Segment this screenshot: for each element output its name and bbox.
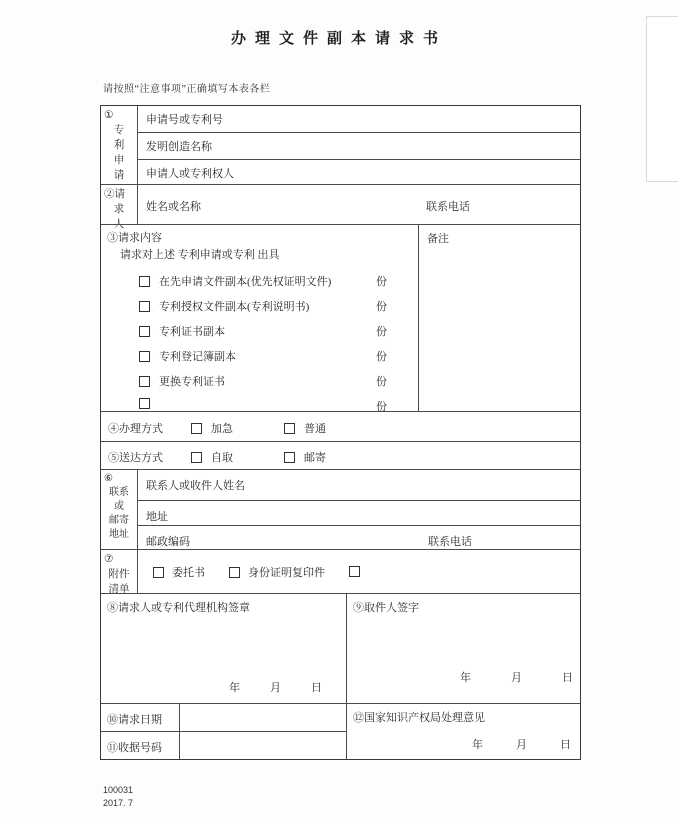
invention-title-label: 发明创造名称 — [146, 141, 212, 153]
section-patent-application — [101, 106, 580, 184]
option-power-of-attorney: 委托书 — [153, 564, 205, 580]
doc-option-certificate-copy: 专利证书副本 份 — [101, 323, 418, 348]
copies-count-field[interactable]: 份 — [376, 401, 387, 413]
contact-name-field[interactable] — [138, 470, 580, 500]
section-handling-method — [101, 411, 580, 441]
checkbox-other[interactable] — [139, 398, 150, 409]
copies-count-field[interactable]: 份 — [376, 301, 387, 313]
copies-count-field[interactable]: 份 — [376, 326, 387, 338]
requester-signature-cell[interactable] — [101, 594, 346, 703]
handling-method-label: ④办理方式 — [108, 423, 163, 435]
checkbox-replace-certificate[interactable] — [139, 376, 150, 387]
request-content-subheading: 请求对上述 专利申请或专利 出具 — [120, 249, 280, 261]
request-date-label: ⑩请求日期 — [107, 714, 162, 726]
requester-name-label: 姓名或名称 — [146, 201, 201, 213]
request-content-heading: ③请求内容 — [107, 232, 162, 244]
checkbox-self-pickup[interactable] — [191, 452, 202, 463]
doc-option-grant-copy: 专利授权文件副本(专利说明书) 份 — [101, 298, 418, 323]
fill-instruction-note: 请按照“注意事项”正确填写本表各栏 — [103, 84, 271, 95]
checkbox-mail[interactable] — [284, 452, 295, 463]
option-urgent: 加急 — [191, 420, 233, 436]
application-number-label: 申请号或专利号 — [146, 114, 223, 126]
checkbox-priority-copy[interactable] — [139, 276, 150, 287]
request-date-value-cell[interactable] — [179, 704, 346, 731]
checkbox-id-copy[interactable] — [229, 567, 240, 578]
recipient-signature-cell[interactable] — [346, 594, 580, 703]
option-self-pickup: 自取 — [191, 449, 233, 465]
form-code: 100031 — [103, 785, 134, 795]
application-number-field[interactable] — [138, 106, 580, 132]
pickup-date: 年 月 日 — [460, 672, 573, 684]
section6-label: ⑥ 联系 或 邮寄 地址 — [101, 470, 138, 549]
requester-phone-label: 联系电话 — [426, 201, 470, 213]
checkbox-urgent[interactable] — [191, 423, 202, 434]
checkbox-normal[interactable] — [284, 423, 295, 434]
office-opinion-date: 年 月 日 — [472, 739, 571, 751]
section-request-content — [101, 224, 580, 411]
invention-title-field[interactable] — [138, 132, 580, 159]
delivery-method-label: ⑤送达方式 — [108, 452, 163, 464]
receipt-number-row — [101, 731, 346, 759]
section-attachment-list — [101, 549, 580, 593]
address-label: 地址 — [146, 511, 168, 523]
option-attachment-other — [349, 566, 368, 578]
copies-count-field[interactable]: 份 — [376, 351, 387, 363]
doc-option-priority-copy: 在先申请文件副本(优先权证明文件) 份 — [101, 273, 418, 298]
copy-request-form-table — [100, 105, 581, 760]
recipient-signature-label: ⑨取件人签字 — [353, 602, 419, 614]
office-opinion-cell[interactable] — [346, 704, 580, 759]
address-field[interactable] — [138, 500, 580, 525]
copies-count-field[interactable]: 份 — [376, 276, 387, 288]
applicant-field[interactable] — [138, 159, 580, 186]
requester-fields[interactable] — [138, 185, 580, 224]
section-delivery-method — [101, 441, 580, 469]
request-date-row — [101, 704, 346, 731]
applicant-label: 申请人或专利权人 — [146, 168, 234, 180]
remarks-label: 备注 — [427, 233, 449, 245]
section2-label: ②请 求 人 — [101, 185, 138, 224]
contact-phone-label: 联系电话 — [428, 536, 472, 548]
doc-option-register-copy: 专利登记簿副本 份 — [101, 348, 418, 373]
option-normal: 普通 — [284, 420, 326, 436]
section-contact-address — [101, 469, 580, 549]
office-opinion-label: ⑫国家知识产权局处理意见 — [353, 712, 485, 724]
form-code-footer — [103, 784, 133, 810]
doc-option-replace-certificate: 更换专利证书 份 — [101, 373, 418, 398]
remarks-cell[interactable] — [418, 225, 580, 411]
checkbox-certificate-copy[interactable] — [139, 326, 150, 337]
option-id-copy: 身份证明复印件 — [229, 564, 325, 580]
copies-count-field[interactable]: 份 — [376, 376, 387, 388]
checkbox-attachment-other[interactable] — [349, 566, 360, 577]
section-requester — [101, 184, 580, 230]
checkbox-grant-copy[interactable] — [139, 301, 150, 312]
receipt-number-label: ⑪收据号码 — [107, 742, 162, 754]
signature-date: 年 月 日 — [229, 682, 322, 694]
receipt-number-value-cell[interactable] — [179, 732, 346, 759]
section-signatures — [101, 593, 580, 703]
zip-phone-field[interactable] — [138, 525, 580, 549]
requester-signature-label: ⑧请求人或专利代理机构签章 — [107, 602, 250, 614]
checkbox-power-of-attorney[interactable] — [153, 567, 164, 578]
section7-label: ⑦ 附件 清单 — [101, 550, 138, 593]
page-title: 办理文件副本请求书 — [230, 31, 447, 47]
zip-label: 邮政编码 — [146, 536, 190, 548]
option-mail: 邮寄 — [284, 449, 326, 465]
section1-label: ① 专 利 申 请 — [101, 106, 138, 184]
section-office-use — [101, 703, 580, 759]
form-version: 2017. 7 — [103, 798, 134, 808]
contact-name-label: 联系人或收件人姓名 — [146, 480, 245, 492]
checkbox-register-copy[interactable] — [139, 351, 150, 362]
